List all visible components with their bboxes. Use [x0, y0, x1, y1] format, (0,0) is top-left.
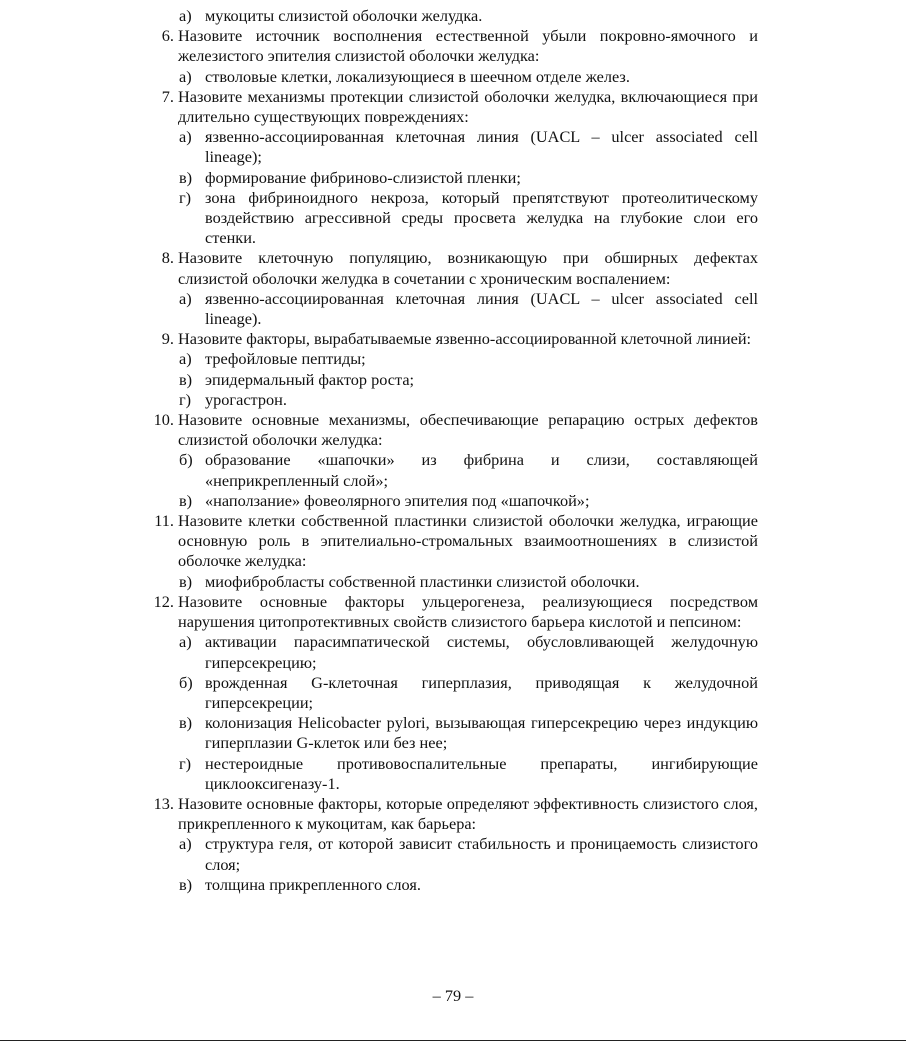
answer-text: урогастрон. — [205, 389, 287, 409]
question-number: 9. — [161, 329, 174, 349]
answer-letter: г) — [179, 389, 192, 409]
answer-item — [146, 673, 758, 713]
answer-item — [146, 754, 758, 794]
answer-letter: в) — [179, 369, 193, 389]
page-number: – 79 – — [432, 986, 474, 1005]
answer-letter: в) — [179, 490, 193, 510]
answer-text: трефойловые пептиды; — [205, 349, 366, 369]
question-number: 10. — [153, 410, 174, 430]
answer-letter: б) — [179, 672, 193, 692]
answer-text: мукоциты слизистой оболочки желудка. — [205, 6, 483, 25]
answer-text: нестероидные противовоспалительные препараты, ингибирующие циклооксигеназу-1. — [205, 753, 758, 793]
answer-item — [146, 632, 758, 672]
answer-item — [146, 127, 758, 167]
question-number: 7. — [161, 86, 174, 106]
question-item — [146, 511, 758, 572]
question-number: 8. — [161, 248, 174, 268]
question-number: 6. — [161, 26, 174, 46]
answer-text: язвенно-ассоциированная клеточная линия (UACL – ulcer associated cell lineage); — [205, 127, 758, 167]
answer-item — [146, 572, 758, 592]
question-text: Назовите клетки собственной пластинки слизистой оболочки желудка, играющие основную роль в эпителиально-стромальных взаимоотношениях в слизистой оболочке желудка: — [178, 511, 758, 571]
answer-text: формирование фибриново-слизистой пленки; — [205, 167, 521, 187]
answer-text: миофибробласты собственной пластинки слизистой оболочки. — [205, 571, 640, 591]
answer-letter: а) — [179, 66, 192, 86]
question-item — [146, 248, 758, 288]
answer-letter: в) — [179, 874, 193, 894]
answer-letter: г) — [179, 187, 192, 207]
answer-item — [146, 390, 758, 410]
answer-letter: в) — [179, 713, 193, 733]
question-item — [146, 410, 758, 450]
answer-letter: в) — [179, 167, 193, 187]
answer-item — [146, 168, 758, 188]
question-item — [146, 592, 758, 632]
answer-item — [146, 713, 758, 753]
question-number: 13. — [153, 793, 174, 813]
answer-item — [146, 491, 758, 511]
answer-letter: а) — [179, 288, 192, 308]
answer-letter: а) — [179, 127, 192, 147]
answer-text: активации парасимпатической системы, обусловливающей желудочную гиперсекрецию; — [205, 632, 758, 672]
question-item — [146, 329, 758, 349]
bottom-rule — [0, 1040, 906, 1041]
answer-text: стволовые клетки, локализующиеся в шеечном отделе желез. — [205, 66, 630, 86]
answer-item — [146, 875, 758, 895]
question-item — [146, 87, 758, 127]
answer-item — [146, 349, 758, 369]
answer-item — [146, 834, 758, 874]
question-text: Назовите клеточную популяцию, возникающую при обширных дефектах слизистой оболочки желудка в сочетании с хроническим воспалением: — [178, 248, 758, 288]
answer-text: колонизация Helicobacter pylori, вызывающая гиперсекрецию через индукцию гиперплазии G-клеток или без нее; — [205, 713, 758, 753]
question-text: Назовите основные факторы ульцерогенеза, реализующиеся посредством нарушения цитопротективных свойств слизистого барьера кислотой и пепсином: — [178, 591, 758, 632]
answer-item — [146, 6, 758, 26]
question-item — [146, 794, 758, 834]
question-text: Назовите механизмы протекции слизистой оболочки желудка, включающиеся при длительно существующих повреждениях: — [178, 86, 758, 127]
answer-item — [146, 370, 758, 390]
question-number: 12. — [153, 591, 174, 611]
question-text: Назовите источник восполнения естественной убыли покровно-ямочного и железистого эпителия слизистой оболочки желудка: — [178, 26, 758, 66]
answer-letter: б) — [179, 450, 193, 470]
answer-text: образование «шапочки» из фибрина и слизи, составляющей «неприкрепленный слой»; — [205, 450, 758, 490]
answer-letter: г) — [179, 753, 192, 773]
answer-text: эпидермальный фактор роста; — [205, 369, 415, 389]
answer-letter: а) — [179, 632, 192, 652]
answer-letter: а) — [179, 834, 192, 854]
question-text: Назовите основные факторы, которые определяют эффективность слизистого слоя, прикрепленного к мукоцитам, как барьера: — [178, 793, 758, 834]
answer-text: «наползание» фовеолярного эпителия под «шапочкой»; — [205, 490, 590, 510]
question-item — [146, 26, 758, 66]
answer-item — [146, 289, 758, 329]
answer-letter: а) — [179, 6, 192, 25]
question-text: Назовите факторы, вырабатываемые язвенно-ассоциированной клеточной линией: — [178, 329, 752, 349]
answer-text: врожденная G-клеточная гиперплазия, приводящая к желудочной гиперсекреции; — [205, 672, 758, 712]
answer-item — [146, 67, 758, 87]
question-list — [146, 6, 758, 895]
answer-text: толщина прикрепленного слоя. — [205, 874, 421, 894]
answer-letter: в) — [179, 571, 193, 591]
answer-text: язвенно-ассоциированная клеточная линия (UACL – ulcer associated cell lineage). — [205, 288, 758, 329]
answer-item — [146, 450, 758, 490]
answer-text: структура геля, от которой зависит стабильность и проницаемость слизистого слоя; — [205, 834, 758, 874]
question-text: Назовите основные механизмы, обеспечивающие репарацию острых дефектов слизистой оболочки желудка: — [178, 410, 758, 450]
answer-letter: а) — [179, 349, 192, 369]
answer-item — [146, 188, 758, 249]
answer-text: зона фибриноидного некроза, который препятствуют протеолитическому воздействию агрессивной среды просвета желудка на глубокие слои его стенки. — [205, 187, 758, 248]
question-number: 11. — [154, 511, 174, 531]
